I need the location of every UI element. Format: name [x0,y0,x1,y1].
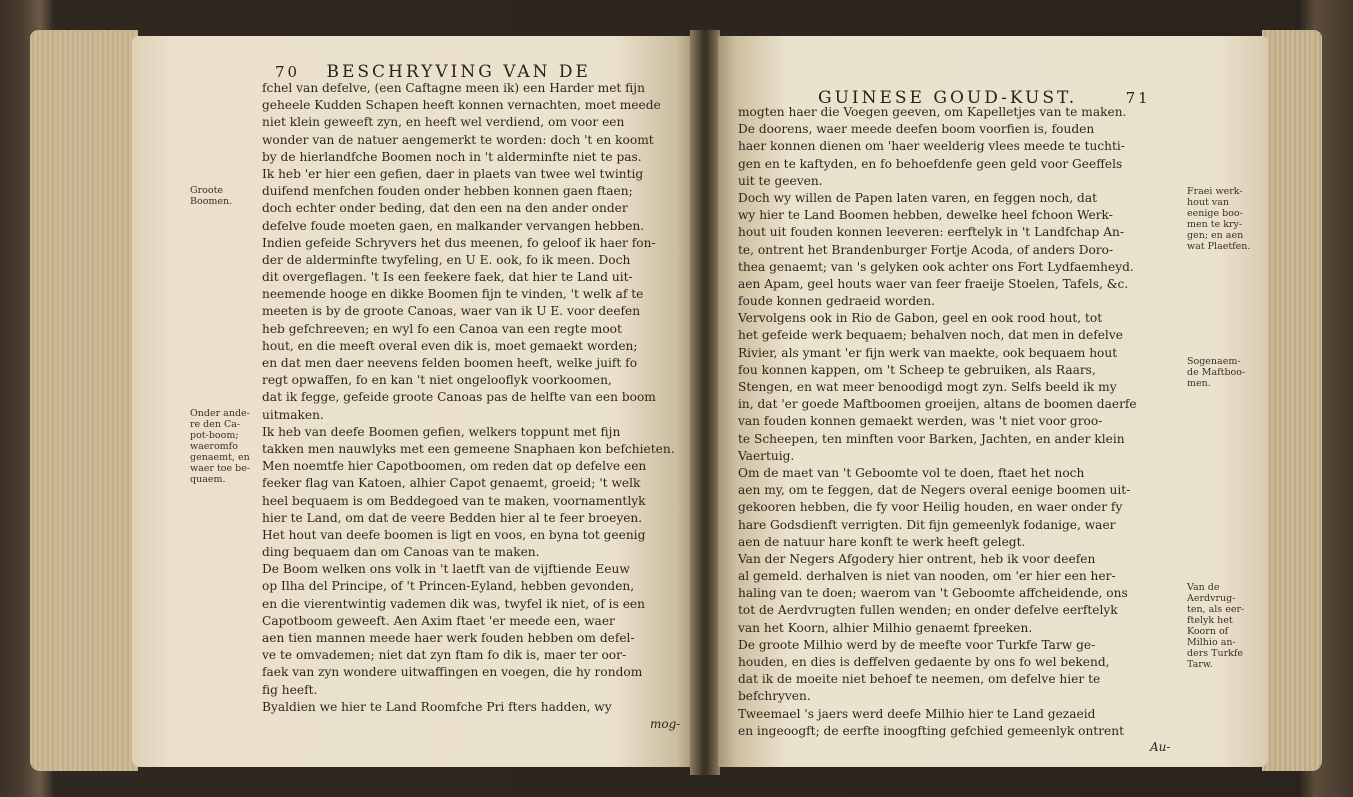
text-line: heb gefchreeven; en wyl fo een Canoa van een regte moot [262,321,622,336]
catchword: Au- [1150,740,1171,754]
text-line: geheele Kudden Schapen heeft konnen vernachten, moet meede [262,98,661,113]
text-line: De groote Milhio werd by de meefte voor Turkfe Tarw ge- [738,637,1096,652]
book-gutter [690,30,720,775]
text-line: Tweemael 's jaers werd deefe Milhio hier te Land gezaeid [738,706,1096,721]
text-line: Indien gefeide Schryvers het dus meenen, fo geloof ik haer fon- [262,235,656,250]
running-head: BESCHRYVING VAN DE [326,62,591,82]
marginal-note-line: men. [1187,378,1211,389]
text-line: Ik heb 'er hier een gefien, daer in plaets van twee wel twintig [262,166,644,181]
marginal-note-line: waeromfo [190,441,238,452]
text-line: Vaertuig. [738,448,795,463]
text-line: befchryven. [738,689,811,704]
text-line: fou konnen kappen, om 't Scheep te gebruiken, als Raars, [738,362,1096,377]
text-line: Om de maet van 't Geboomte vol te doen, ftaet het noch [738,465,1085,480]
text-line: by de hierlandfche Boomen noch in 't alderminfte niet te pas. [262,149,642,164]
text-line: haling van te doen; waerom van 't Geboomte affcheidende, ons [738,586,1128,601]
marginal-note [190,408,250,485]
text-line: doch echter onder beding, dat den een na den ander onder [262,201,628,216]
text-line: Vervolgens ook in Rio de Gabon, geel en ook rood hout, tot [738,311,1103,326]
text-line: tot de Aerdvrugten fullen wenden; en onder defelve eerftelyk [738,603,1118,618]
left-page-text [262,80,682,716]
text-line: gekooren hebben, die fy voor Heilig houden, en waer onder fy [738,500,1123,515]
text-line: op Ilha del Principe, of 't Princen-Eyland, hebben gevonden, [262,579,635,594]
marginal-note [190,185,232,207]
marginal-note-line: de Maftboo- [1187,367,1246,378]
text-line: der de alderminfte twyfeling, en U E. ook, fo ik meen. Doch [262,252,631,267]
text-line: houden, en dies is deffelven gedaente by ons fo wel bekend, [738,655,1110,669]
text-line: en die vierentwintig vademen dik was, twyfel ik niet, of is een [262,596,645,611]
text-line: te, ontrent het Brandenburger Fortje Acoda, of anders Doro- [738,242,1114,257]
text-line: duifend menfchen fouden onder hebben konnen gaen ftaen; [262,184,633,199]
text-line: en ingeoogft; de eerfte inoogfting gefchied gemeenlyk ontrent [738,723,1124,738]
marginal-note-line: ftelyk het [1187,615,1233,626]
text-line: in, dat 'er goede Maftboomen groeijen, altans de boomen daerfe [738,397,1137,412]
text-line: Van der Negers Afgodery hier ontrent, heb ik voor deefen [738,551,1096,566]
marginal-note-line: eenige boo- [1187,208,1243,219]
text-line: thea genaemt; van 's gelyken ook achter ons Fort Lydfaemheyd. [738,259,1134,274]
text-line: Ik heb van deefe Boomen gefien, welkers toppunt met fijn [262,424,621,439]
marginal-note-line: Boomen. [190,196,233,207]
text-line: uit te geeven. [738,173,823,188]
marginal-note-line: Van de [1187,582,1220,593]
marginal-note-line: Sogenaem- [1187,356,1241,367]
text-line: hier te Land, om dat de veere Bedden hier al te feer broeyen. [262,510,643,525]
text-line: van fouden konnen gemaekt werden, was 't niet voor groo- [738,414,1103,429]
marginal-note-line: Tarw. [1187,659,1213,670]
text-line: De doorens, waer meede deefen boom voorfien is, fouden [738,122,1095,137]
marginal-note-line: gen; en aen [1187,230,1244,241]
text-line: De Boom welken ons volk in 't laetft van de vijftiende Eeuw [262,562,630,577]
marginal-note-line: Milhio an- [1187,637,1236,648]
marginal-note-line: Onder ande- [190,408,250,419]
text-line: Het hout van deefe boomen is ligt en voos, en byna tot geenig [262,527,646,542]
marginal-note-line: Groote [190,185,224,196]
text-line: defelve foude moeten gaen, en malkander vervangen hebben. [262,218,645,233]
marginal-note-line: hout van [1187,197,1229,208]
marginal-note-line: ders Turkfe [1187,648,1244,659]
text-line: Rivier, als ymant 'er fijn werk van maekte, ook bequaem hout [738,345,1118,360]
text-line: fchel van defelve, (een Caftagne meen ik) een Harder met fijn [262,81,645,95]
right-page-edges [1262,30,1322,771]
text-line: aen my, om te feggen, dat de Negers overal eenige boomen uit- [738,483,1131,498]
marginal-note-line: re den Ca- [190,419,241,430]
marginal-note-line: ten, als eer- [1187,604,1245,615]
text-line: takken men nauwlyks met een gemeene Snaphaen kon befchieten. [262,441,675,456]
text-line: al gemeld. derhalven is niet van nooden, om 'er hier een her- [738,569,1116,584]
text-line: ve te omvademen; niet dat zyn ftam fo dik is, maer ter oor- [262,648,627,663]
text-line: aen de natuur hare konft te werk heeft gelegt. [738,534,1026,549]
marginal-note [1187,582,1244,670]
text-line: dit overgeflagen. 't Is een feekere faek, dat hier te Land uit- [262,270,633,285]
right-page-text [738,104,1156,740]
text-line: hare Godsdienft verrigten. Dit fijn gemeenlyk fodanige, waer [738,517,1116,532]
text-line: neemende hooge en dikke Boomen fijn te vinden, 't welk af te [262,287,644,302]
text-line: haer konnen dienen om 'haer weelderig vlees meede te tuchti- [738,139,1125,154]
text-line: mogten haer die Voegen geeven, om Kapelletjes van te maken. [738,105,1127,119]
marginal-note-line: Fraei werk- [1187,186,1243,197]
text-line: en dat men daer neevens felden boomen heeft, welke juift fo [262,356,638,370]
text-line: gen en te kaftyden, en fo behoefdenfe geen geld voor Geeffels [738,156,1123,171]
marginal-note-line: quaem. [190,474,226,485]
text-line: feeker flag van Katoen, alhier Capot genaemt, groeid; 't welk [262,476,641,491]
marginal-note-line: Koorn of [1187,626,1229,637]
text-line: uitmaken. [262,407,324,422]
left-page-edges [30,30,138,771]
text-line: het gefeide werk bequaem; behalven noch, dat men in defelve [738,328,1123,343]
text-line: foude konnen gedraeid worden. [738,294,935,309]
text-line: ding bequaem dan om Canoas van te maken. [262,545,540,560]
text-line: te Scheepen, ten minften voor Barken, Jachten, en ander klein [738,431,1125,446]
running-head: GUINESE GOUD-KUST. [818,88,1078,108]
marginal-note-line: genaemt, en [190,452,250,463]
text-line: Stengen, en wat meer benoodigd mogt zyn. Selfs beeld ik my [738,380,1117,394]
text-line: Capotboom geweeft. Aen Axim ftaet 'er meede een, waer [262,613,615,628]
text-line: fig heeft. [262,682,318,697]
text-line: faek van zyn wondere uitwaffingen en voegen, die hy rondom [262,665,643,680]
text-line: van het Koorn, alhier Milhio genaemt fpreeken. [738,620,1033,635]
marginal-note [1187,186,1250,252]
text-line: meeten is by de groote Canoas, waer van ik U E. voor deefen [262,304,641,319]
marginal-note-line: waer toe be- [190,463,251,474]
text-line: heel bequaem is om Beddegoed van te maken, voornamentlyk [262,493,646,508]
marginal-note-line: Aerdvrug- [1187,593,1236,604]
text-line: wy hier te Land Boomen hebben, dewelke heel fchoon Werk- [738,208,1113,223]
text-line: Men noemtfe hier Capotboomen, om reden dat op defelve een [262,459,647,474]
text-line: dat ik fegge, gefeide groote Canoas pas de helfte van een boom [262,390,656,405]
text-line: aen Apam, geel houts waer van feer fraeije Stoelen, Tafels, &c. [738,276,1129,291]
marginal-note-line: pot-boom; [190,430,239,441]
marginal-note-line: wat Plaetfen. [1187,241,1251,252]
marginal-note [1187,356,1245,389]
text-line: wonder van de natuer aengemerkt te worden: doch 't en koomt [262,132,654,147]
text-line: dat ik de moeite niet behoef te neemen, om defelve hier te [738,672,1101,687]
catchword: mog- [650,717,681,731]
text-line: regt opwaffen, fo en kan 't niet ongelooflyk voorkoomen, [262,373,612,388]
text-line: Byaldien we hier te Land Roomfche Pri fters hadden, wy [262,699,612,714]
text-line: niet klein geweeft zyn, en heeft wel verdiend, om voor een [262,115,625,130]
marginal-note-line: men te kry- [1187,219,1243,230]
text-line: aen tien mannen meede haer werk fouden hebben om defel- [262,631,635,645]
page-number: 70 [275,63,301,81]
text-line: Doch wy willen de Papen laten varen, en feggen noch, dat [738,190,1098,205]
page-number: 71 [1125,89,1151,107]
left-page-header [275,62,591,82]
text-line: hout, en die meeft overal even dik is, moet gemaekt worden; [262,338,638,353]
text-line: hout uit fouden konnen leeveren: eerftelyk in 't Landfchap An- [738,225,1124,240]
